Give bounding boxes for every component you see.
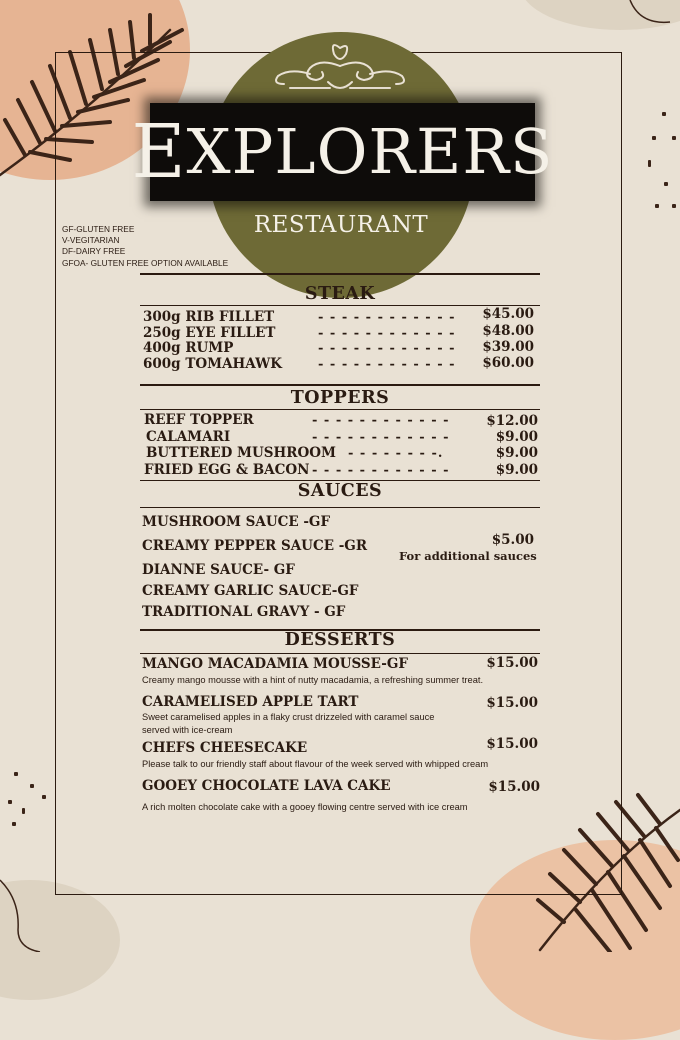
decor-dot: [42, 795, 46, 799]
decor-dot: [648, 160, 651, 167]
decor-dot: [672, 136, 676, 140]
decor-dot: [672, 204, 676, 208]
menu-item-leader: - - - - - - - - - - - -: [312, 430, 450, 445]
section-title-desserts: DESSERTS: [284, 630, 396, 650]
menu-item-price: $48.00: [482, 323, 534, 339]
menu-item-leader: - - - - - - - - - - - -: [312, 463, 450, 478]
section-title-toppers: TOPPERS: [290, 388, 390, 408]
decor-dot: [22, 808, 25, 814]
sauce-item: CREAMY PEPPER SAUCE -GR: [142, 538, 368, 554]
menu-item-name: BUTTERED MUSHROOM: [146, 445, 336, 461]
menu-item-price: $12.00: [486, 413, 538, 429]
menu-item-leader: - - - - - - - -.: [348, 446, 444, 461]
section-rule: [140, 273, 540, 275]
sauce-price: $5.00: [491, 532, 534, 548]
dessert-description: Creamy mango mousse with a hint of nutty macadamia, a refreshing summer treat.: [142, 675, 484, 685]
sauce-item: CREAMY GARLIC SAUCE-GF: [142, 583, 359, 599]
decor-dot: [652, 136, 656, 140]
section-rule: [140, 409, 540, 410]
menu-item-leader: - - - - - - - - - - - -: [318, 326, 456, 341]
ornament-flourish-icon: [270, 38, 410, 98]
section-rule: [140, 384, 540, 386]
decor-dot: [30, 784, 34, 788]
decor-dot: [664, 182, 668, 186]
dessert-name: CARAMELISED APPLE TART: [142, 694, 359, 710]
dessert-price: $15.00: [486, 655, 538, 671]
dessert-description: Sweet caramelised apples in a flaky crust drizzeled with caramel sauce: [142, 712, 435, 722]
menu-item-price: $9.00: [495, 429, 538, 445]
legend-item: DF-DAIRY FREE: [62, 246, 126, 257]
menu-item-price: $39.00: [482, 339, 534, 355]
decor-dot: [14, 772, 18, 776]
menu-item-name: 250g EYE FILLET: [143, 325, 276, 341]
menu-item-price: $45.00: [482, 306, 534, 322]
dessert-name: CHEFS CHEESECAKE: [142, 740, 308, 756]
menu-item-price: $9.00: [495, 462, 538, 478]
squiggle-top-right-icon: [600, 0, 680, 40]
dessert-price: $15.00: [486, 695, 538, 711]
section-rule: [140, 653, 540, 654]
decor-dot: [655, 204, 659, 208]
menu-item-leader: - - - - - - - - - - - -: [318, 310, 456, 325]
dessert-name: GOOEY CHOCOLATE LAVA CAKE: [142, 778, 391, 794]
menu-item-name: REEF TOPPER: [144, 412, 254, 428]
dessert-price: $15.00: [486, 736, 538, 752]
sauce-item: TRADITIONAL GRAVY - GF: [142, 604, 346, 620]
menu-item-price: $9.00: [495, 445, 538, 461]
section-title-steak: STEAK: [304, 284, 376, 304]
restaurant-subtitle: RESTAURANT: [253, 212, 429, 238]
menu-item-leader: - - - - - - - - - - - -: [318, 357, 456, 372]
legend-item: GFOA- GLUTEN FREE OPTION AVAILABLE: [62, 257, 229, 268]
legend-item: V-VEGITARIAN: [62, 235, 120, 246]
menu-item-name: 600g TOMAHAWK: [143, 356, 282, 372]
restaurant-name: [131, 103, 554, 201]
sauce-note: For additional sauces: [399, 549, 537, 563]
menu-item-name: 400g RUMP: [143, 340, 234, 356]
decor-dot: [12, 822, 16, 826]
sauce-item: MUSHROOM SAUCE -GF: [142, 514, 331, 530]
section-rule: [140, 507, 540, 508]
menu-item-name: FRIED EGG & BACON: [144, 462, 310, 478]
section-title-sauces: SAUCES: [297, 481, 383, 501]
dietary-legend: [62, 224, 228, 269]
dessert-description: served with ice-cream: [142, 725, 233, 735]
dessert-name: MANGO MACADAMIA MOUSSE-GF: [142, 656, 408, 672]
legend-item: GF-GLUTEN FREE: [62, 224, 135, 234]
sauce-item: DIANNE SAUCE- GF: [142, 562, 295, 578]
section-rule: [140, 305, 540, 306]
menu-item-leader: - - - - - - - - - - - -: [318, 341, 456, 356]
dessert-price: $15.00: [488, 779, 540, 795]
menu-item-name: CALAMARI: [146, 429, 231, 445]
title-initial: E: [131, 109, 187, 195]
title-rest: XPLORERS: [186, 115, 554, 188]
menu-item-leader: - - - - - - - - - - - -: [312, 413, 450, 428]
decor-dot: [662, 112, 666, 116]
menu-item-name: 300g RIB FILLET: [143, 309, 275, 325]
dessert-description: A rich molten chocolate cake with a gooey flowing centre served with ice cream: [142, 802, 468, 812]
decor-dot: [8, 800, 12, 804]
dessert-description: Please talk to our friendly staff about flavour of the week served with whipped cream: [142, 759, 489, 769]
menu-item-price: $60.00: [482, 355, 534, 371]
